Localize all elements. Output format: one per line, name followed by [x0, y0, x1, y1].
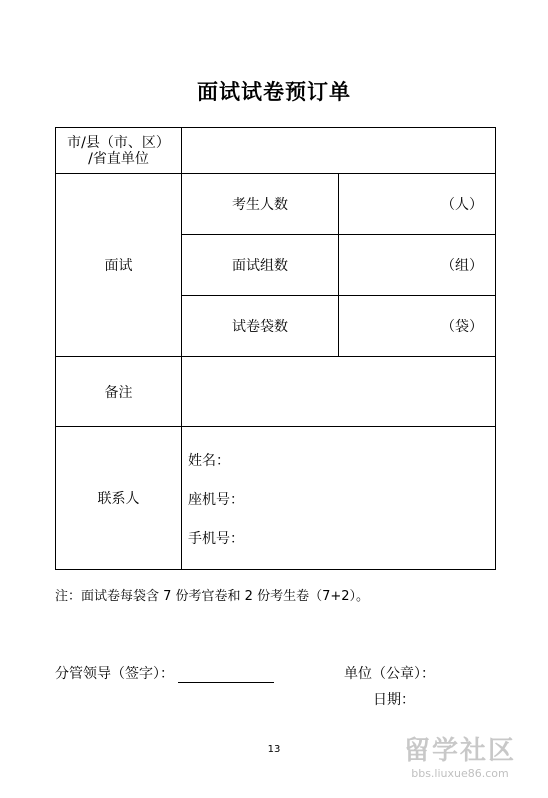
leader-signature-label: 分管领导（签字）：	[55, 666, 174, 682]
site-watermark	[380, 735, 540, 791]
region-row	[56, 128, 496, 174]
leader-signature	[55, 663, 274, 683]
contact-name-field[interactable]: 姓名：	[188, 453, 230, 469]
region-value-cell[interactable]	[182, 128, 496, 174]
groups-unit: （组）	[441, 258, 483, 274]
document-title: 面试试卷预订单	[197, 80, 351, 104]
contact-landline-field[interactable]: 座机号：	[188, 492, 244, 508]
candidates-label: 考生人数	[182, 174, 339, 235]
contact-row	[56, 427, 496, 570]
footnote: 注：面试卷每袋含 7 份考官卷和 2 份考生卷（7+2）。	[55, 589, 370, 604]
remarks-row	[56, 357, 496, 427]
candidates-unit: （人）	[441, 197, 483, 213]
date-label: 日期：	[373, 692, 415, 708]
remarks-value-cell[interactable]	[182, 357, 496, 427]
candidates-value-cell[interactable]	[339, 174, 496, 235]
bags-label: 试卷袋数	[182, 296, 339, 357]
leader-signature-line[interactable]	[178, 668, 274, 683]
watermark-url: bbs.liuxue86.com	[411, 767, 509, 780]
candidates-row	[56, 174, 496, 235]
region-label-line2: /省直单位	[88, 150, 149, 167]
groups-label: 面试组数	[182, 235, 339, 296]
watermark-main: 留学社区	[403, 736, 516, 766]
contact-value-cell	[182, 427, 496, 570]
unit-seal-label: 单位（公章）：	[344, 666, 435, 682]
page-number: 13	[267, 744, 281, 755]
interview-label-cell: 面试	[56, 174, 182, 357]
remarks-label: 备注	[56, 357, 182, 427]
region-label-line1: 市/县（市、区）	[67, 134, 170, 151]
contact-label: 联系人	[56, 427, 182, 570]
contact-mobile-field[interactable]: 手机号：	[188, 531, 244, 547]
bags-unit: （袋）	[441, 319, 483, 335]
groups-value-cell[interactable]	[339, 235, 496, 296]
region-label-cell	[56, 128, 182, 174]
order-form-table	[55, 127, 496, 570]
bags-value-cell[interactable]	[339, 296, 496, 357]
